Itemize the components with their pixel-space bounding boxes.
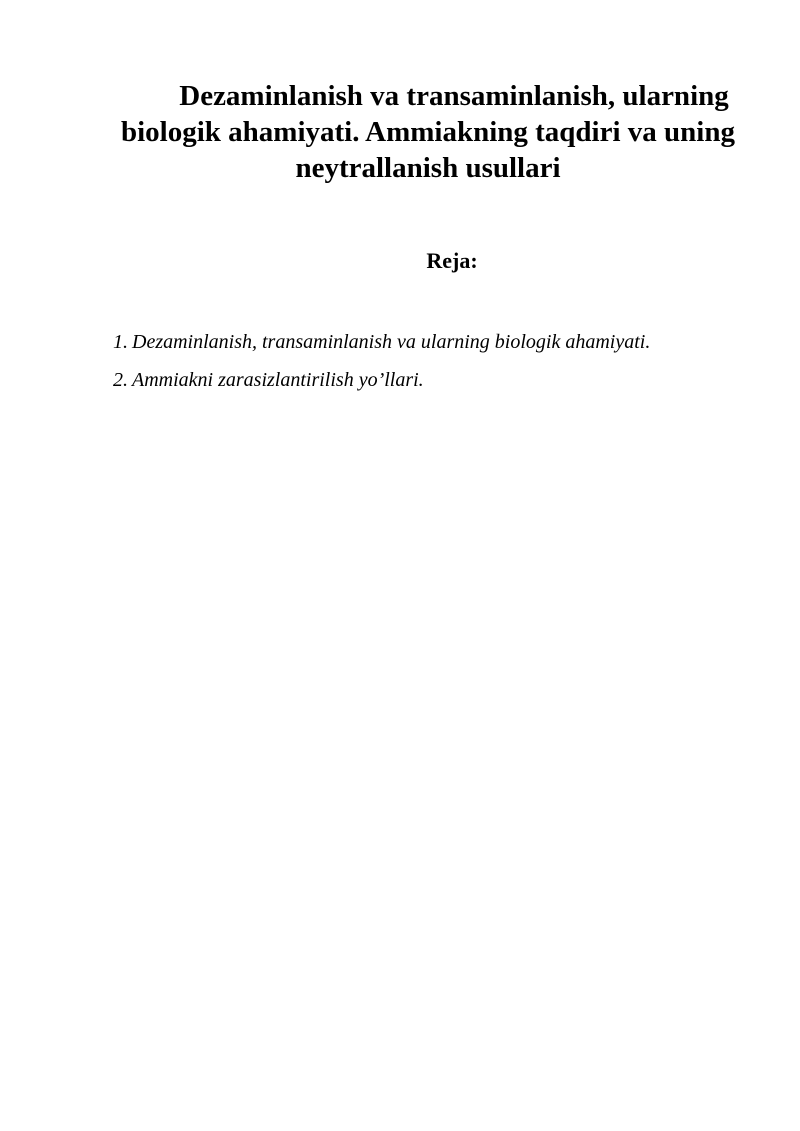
plan-item-text: Dezaminlanish, transaminlanish va ularning biologik ahamiyati. <box>132 331 651 353</box>
title-line: biologik ahamiyati. Ammiakning taqdiri va uning <box>121 116 735 148</box>
plan-item <box>113 330 753 355</box>
document-title <box>108 78 748 186</box>
plan-list <box>113 330 753 393</box>
plan-item-number: 1. <box>113 331 128 353</box>
plan-item <box>113 368 753 393</box>
plan-item-number: 2. <box>113 369 128 391</box>
plan-heading: Reja: <box>426 248 478 273</box>
title-line: neytrallanish usullari <box>295 152 561 184</box>
title-line: Dezaminlanish va transaminlanish, ularning <box>179 80 729 112</box>
plan-item-text: Ammiakni zarasizlantirilish yo’llari. <box>132 369 424 391</box>
